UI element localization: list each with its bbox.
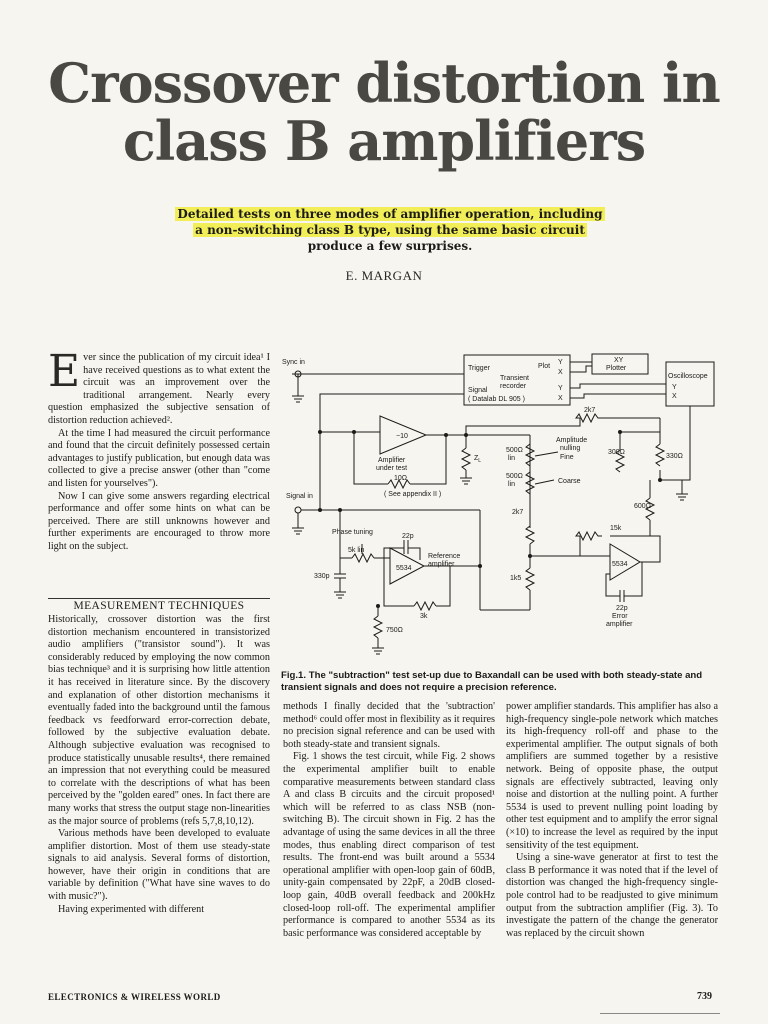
measurement-paragraph-3: Having experimented with different [58,903,205,915]
label-transient-1: Transient [500,375,529,382]
label-y-1: Y [558,359,563,366]
label-amp-test-2: under test [376,465,408,472]
label-nulling-2: nulling [560,445,581,452]
section-heading: MEASUREMENT TECHNIQUES [48,598,270,612]
label-appendix: ( See appendix II ) [384,491,442,498]
label-sync-in: Sync in [282,359,305,366]
label-22p-ref: 22p [402,533,414,540]
label-transient-2: recorder [500,383,527,390]
subtitle-highlight-1: Detailed tests on three modes of amplifier operation, including [177,207,603,221]
label-oscilloscope: Oscilloscope [668,373,708,380]
title-line-1: Crossover distortion in [48,51,720,115]
measurement-paragraph-1: Historically, crossover distortion was the first distortion mechanism encountered in transistorized audio amplifiers ("transistor sound"). It was considerably reduced by employing the now common bias technique³ and it is surprising how little attention it has received in literature since. By the discovery and explanation of other distortion mechanisms it eventually faded into the background until the famous feedback vs feedforward error-correction debate, followed by the subjective evaluation debate. Although subjective evaluation was recognised to produce statistically unusable results⁴, there remained an impression that not everything could be measured to correlate with the descriptions of what has been perceived by the "golden eared" ones. In fact there are many works that stress the output stage non-linearities as the major source of problems (refs 5,7,8,10,12). [48,614,270,827]
label-330: 330Ω [666,453,683,460]
label-15k: 15k [610,525,622,532]
figure-caption: Fig.1. The "subtraction" test set-up due to Baxandall can be used with both steady-state and transient signals and does not require a precision reference. [281,670,703,693]
label-datalab: ( Datalab DL 905 ) [468,396,525,403]
label-error-2: amplifier [606,621,633,628]
article-title [0,51,768,173]
measurement-paragraph-2: Various methods have been developed to evaluate amplifier distortion. Most of them use steady-state signals to aid analysis. Several forms of distortion, however, have their origin in conditions that are variable by definition ("What have sine waves to do with music?"). [48,828,270,903]
label-1k5: 1k5 [510,575,522,582]
label-error-1: Error [612,613,628,620]
label-phase-tuning: Phase tuning [332,529,373,536]
author-name: E. MARGAN [345,268,423,283]
intro-column [48,346,270,554]
column3-paragraph-1: power amplifier standards. This amplifier has also a high-frequency single-pole network which matches its high-frequency roll-off and phase to the experimental amplifier. The output signals of both amplifiers are summed together by a resistive network. Being of opposite phase, the output signals are effectively subtracted, leaving only noise and distortion at the nulling point. A further 5534 is used to prevent nulling point loading by other test equipment and to amplify the error signal (×10) to increase the level as required by the input sensitivity of the test equipment. [506,701,718,851]
intro-paragraph-1 [48,346,270,428]
label-x-1: X [558,369,563,376]
test-circuit-diagram [280,348,720,670]
label-300: 300Ω [608,449,625,456]
label-5534-err: 5534 [612,561,628,568]
label-xy: XY [614,357,624,364]
body-column-2 [283,701,495,940]
label-750: 750Ω [386,627,403,634]
footer-rule [600,1013,720,1014]
label-plotter: Plotter [606,365,627,372]
label-y-2: Y [558,385,563,392]
label-330p: 330p [314,573,330,580]
label-22p-err: 22p [616,605,628,612]
label-trigger: Trigger [468,365,490,372]
label-fine: Fine [560,454,574,461]
intro-paragraph-3: Now I can give some answers regarding electrical performance and offer some hints on what can be perceived. There are still unknowns however and further experiments are encouraged to throw more light on the subject. [48,490,270,552]
column2-paragraph-1: methods I finally decided that the 'subtraction' method⁶ could offer most in flexibility as it requires no precision signal reference and can be used with both steady-state and transient signals. [283,701,495,750]
label-osc-x: X [672,393,677,400]
label-500-lin-1b: lin [508,455,516,462]
page-number: 739 [697,991,712,1002]
label-5k-lin: 5k lin [348,547,365,554]
label-600: 600Ω [634,503,651,510]
journal-name: ELECTRONICS & WIRELESS WORLD [48,992,221,1002]
column3-paragraph-2: Using a sine-wave generator at first to test the class B performance it was noted that if the level of distortion was changed the high-frequency single-pole control had to be readjusted to give minimum output from the subtraction amplifier (Fig. 3). To investigate the pattern of the change the generator was replaced by the circuit shown [506,852,718,939]
intro-paragraph-2: At the time I had measured the circuit performance and found that the circuit definitely possessed certain advantages to justify publication, but enough data was collected to give a precise answer (other than "come and listen for yourselves"). [48,427,270,489]
label-nulling-1: Amplitude [556,437,588,444]
body-column-3 [506,701,718,940]
label-r10: 10Ω [394,475,408,482]
subtitle-highlight-2: a non-switching class B type, using the same basic circuit [195,223,585,237]
label-x-2: X [558,395,563,402]
label-zl: $Z_L$ [474,455,482,464]
label-signal-in: Signal in [286,493,313,500]
column2-paragraph-2: Fig. 1 shows the test circuit, while Fig. 2 shows the experimental amplifier built to enable comparative measurements between standard class A and class B circuits and the circuit proposed¹ which will be referred to as class NSB (non-switching B). The circuit shown in Fig. 2 has the advantage of using the same devices in all the three modes, thus enabling direct comparison of test results. The front-end was built around a 5534 operational amplifier with open-loop gain of 60dB, unity-gain compensated by 22pF, a 20dB closed-loop gain, 40dB overall feedback and 200kHz closed-loop roll-off. The experimental amplifier performance is compared to another 5534 as its basic performance was considered acceptable by [283,751,495,939]
label-5534-ref: 5534 [396,565,412,572]
article-subtitle [170,206,610,254]
label-signal: Signal [468,387,488,394]
label-amp-test-1: Amplifier [378,457,406,464]
intro-text-1: ver since the publication of my circuit idea¹ I have received questions as to what extent the circuit was an improvement over the traditional arrangement. Nearly every question emphasized the subjective sensation of distortion reduction achieved². [48,352,270,426]
label-coarse: Coarse [558,478,581,485]
label-gain: −10 [396,433,408,440]
label-500-lin-2: 500Ω [506,473,523,480]
subtitle-line-3: produce a few surprises. [307,239,473,253]
label-500-lin-2b: lin [508,481,516,488]
label-2k7-top: 2k7 [584,407,596,414]
label-3k: 3k [420,613,428,620]
drop-cap: E [48,346,81,397]
label-osc-y: Y [672,384,677,391]
label-2k7-mid: 2k7 [512,509,524,516]
label-reference-2: amplifier [428,561,455,568]
label-500-lin-1: 500Ω [506,447,523,454]
title-line-2: class B amplifiers [122,109,646,173]
measurement-column [48,614,270,916]
label-reference-1: Reference [428,553,461,560]
label-plot: Plot [538,363,551,370]
